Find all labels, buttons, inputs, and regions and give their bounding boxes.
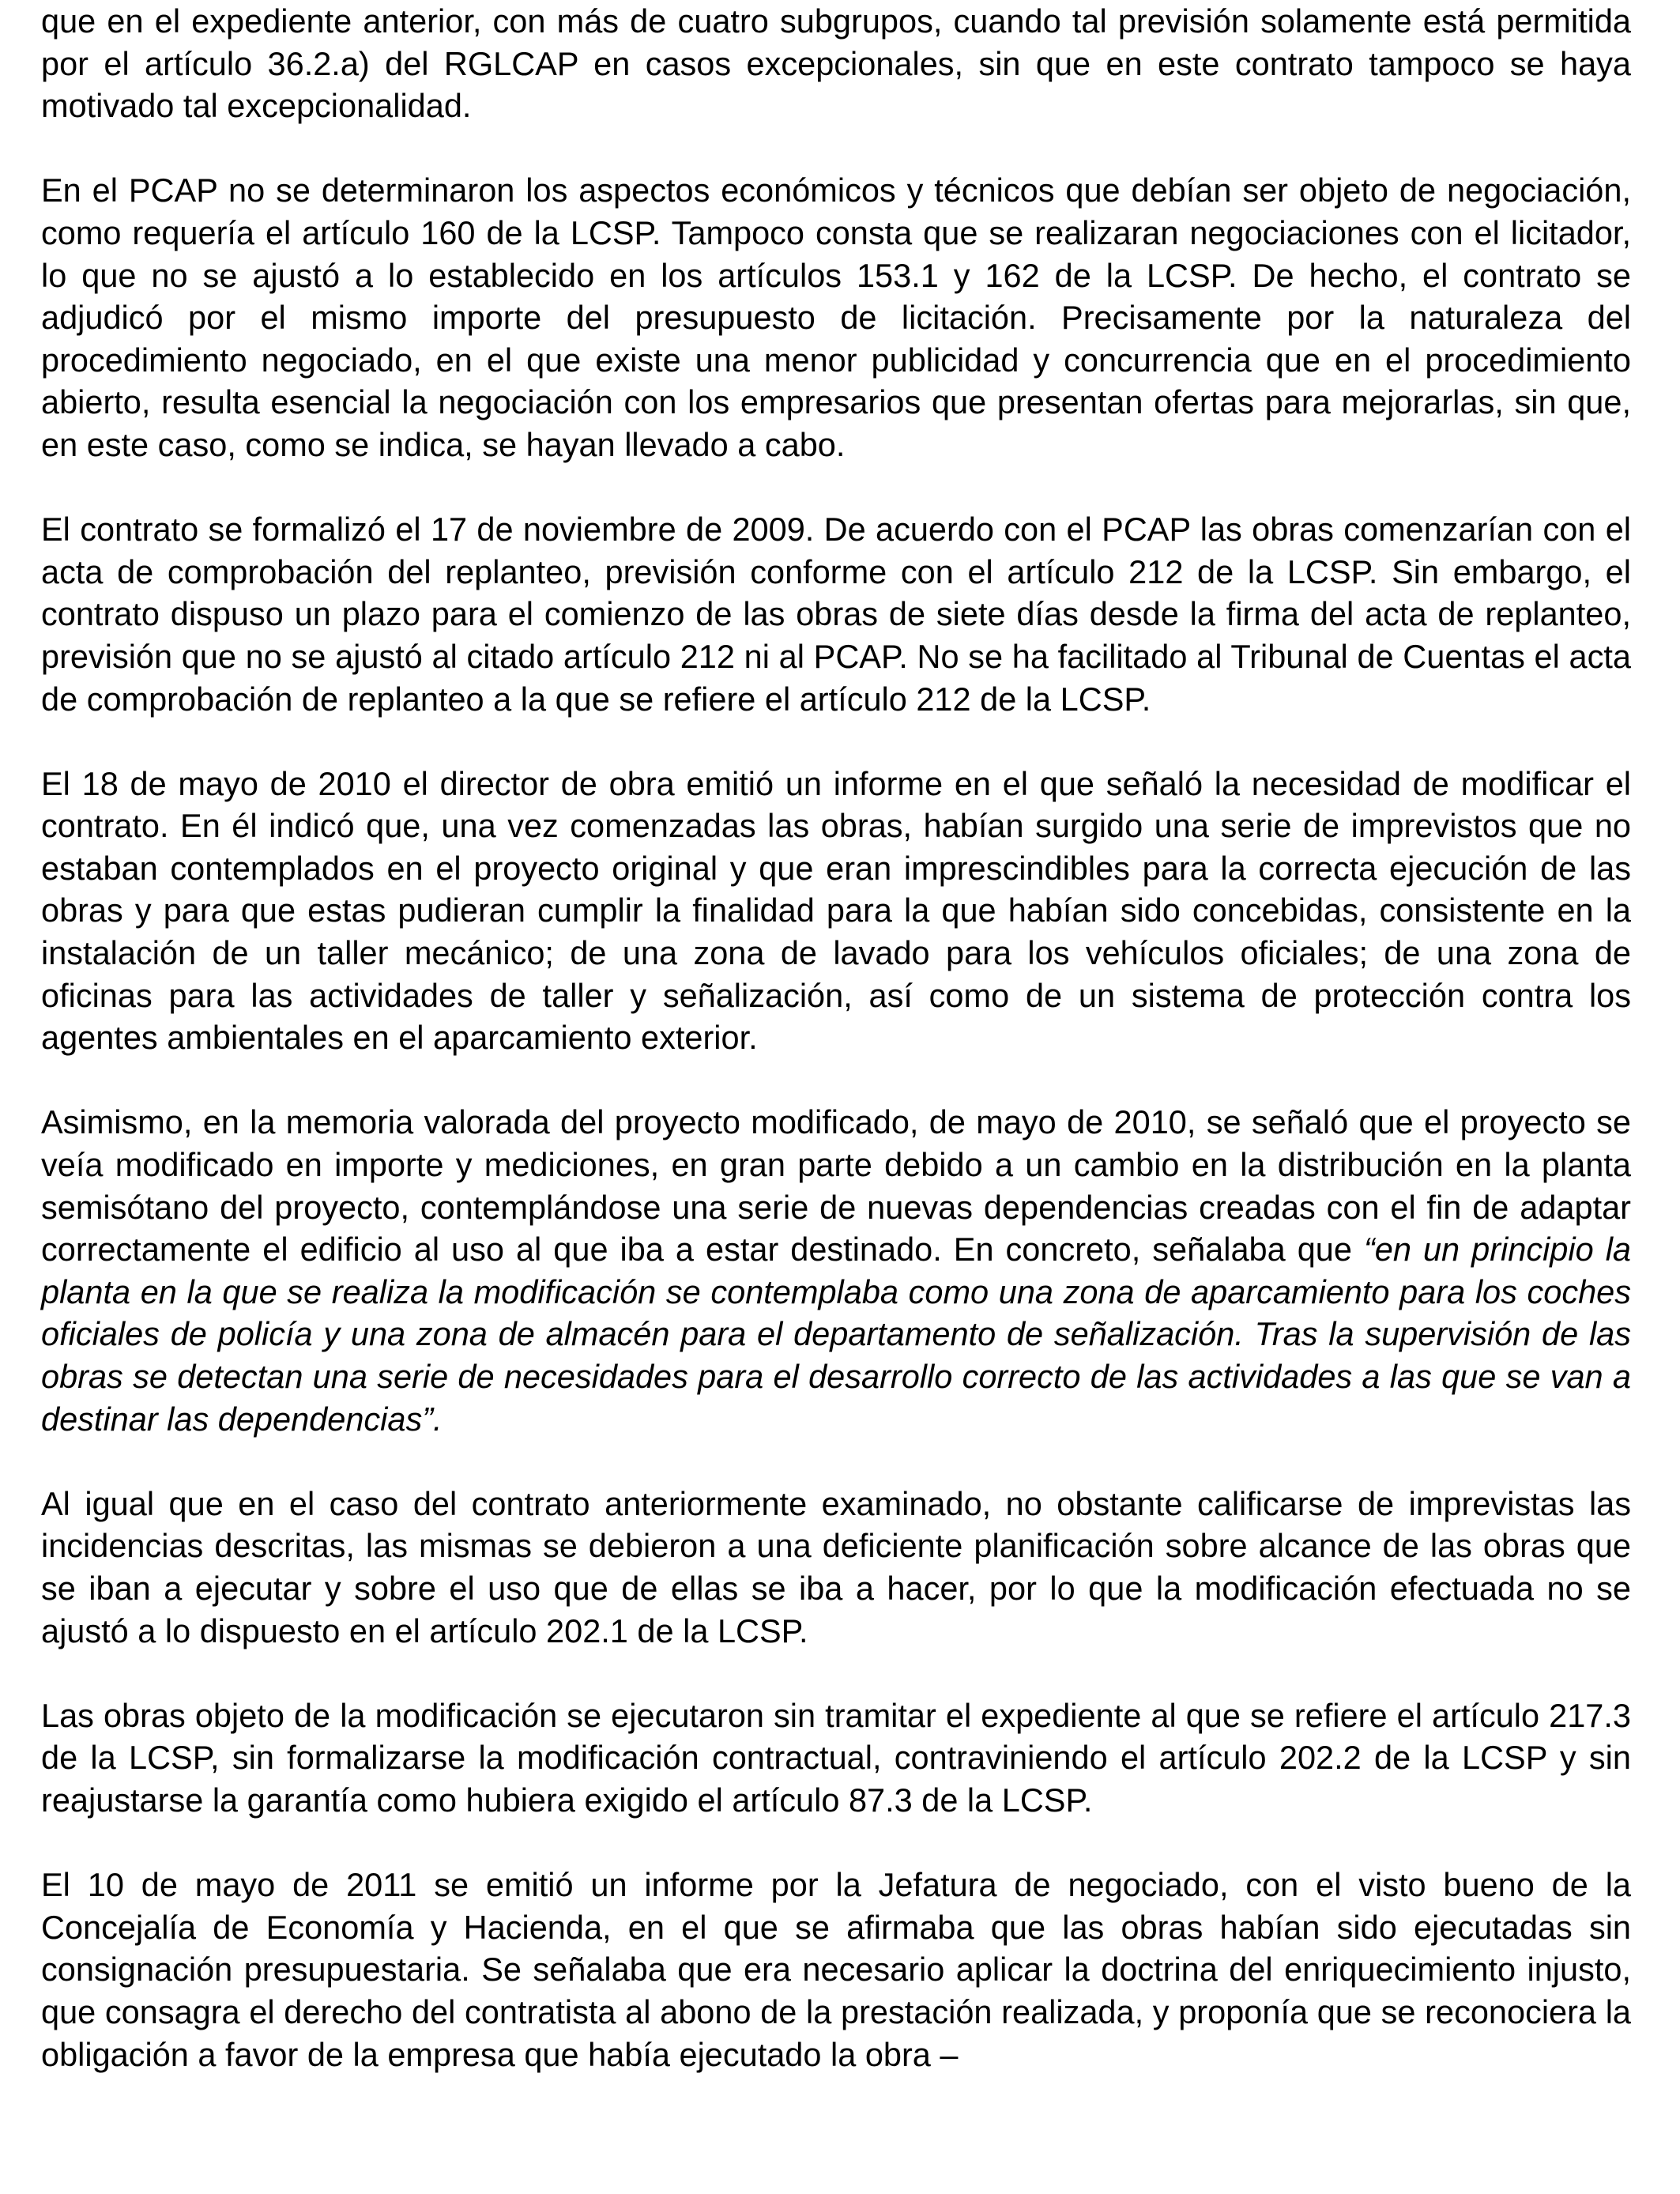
paragraph-text: El 18 de mayo de 2010 el director de obra emitió un informe en el que señaló la necesidad de modificar el contrato. En él indicó que, una vez comenzadas las obras, habían surgido una serie de imprevistos que no estaban contemplados en el proyecto original y que eran imprescindibles para la correcta ejecución de las obras y para que estas pudieran cumplir la finalidad para la que habían sido concebidas, consistente en la instalación de un taller mecánico; de una zona de lavado para los vehículos oficiales; de una zona de oficinas para las actividades de taller y señalización, así como de un sistema de protección contra los agentes ambientales en el aparcamiento exterior. (41, 764, 1631, 1057)
paragraph-text: Las obras objeto de la modificación se ejecutaron sin tramitar el expediente al que se refiere el artículo 217.3 de la LCSP, sin formalizarse la modificación contractual, contraviniendo el artículo 202.2 de la LCSP y sin reajustarse la garantía como hubiera exigido el artículo 87.3 de la LCSP. (41, 1696, 1631, 1819)
paragraph (41, 169, 1631, 466)
document-page (41, 0, 1631, 2194)
paragraph (41, 508, 1631, 720)
paragraph (41, 0, 1631, 127)
paragraph (41, 1864, 1631, 2075)
paragraph (41, 1483, 1631, 1652)
paragraph-text: El 10 de mayo de 2011 se emitió un informe por la Jefatura de negociado, con el visto bueno de la Concejalía de Economía y Hacienda, en el que se afirmaba que las obras habían sido ejecutadas sin consignación presupuestaria. Se señalaba que era necesario aplicar la doctrina del enriquecimiento injusto, que consagra el derecho del contratista al abono de la prestación realizada, y proponía que se reconociera la obligación a favor de la empresa que había ejecutado la obra – (41, 1866, 1631, 2073)
paragraph-text: Asimismo, en la memoria valorada del proyecto modificado, de mayo de 2010, se señaló que el proyecto se veía modificado en importe y mediciones, en gran parte debido a un cambio en la distribución en la planta semisótano del proyecto, contemplándose una serie de nuevas dependencias creadas con el fin de adaptar correctamente el edificio al uso al que iba a estar destinado. En concreto, señalaba que (41, 1103, 1631, 1269)
paragraph-text: Al igual que en el caso del contrato anteriormente examinado, no obstante calificarse de imprevistas las incidencias descritas, las mismas se debieron a una deficiente planificación sobre alcance de las obras que se iban a ejecutar y sobre el uso que de ellas se iba a hacer, por lo que la modificación efectuada no se ajustó a lo dispuesto en el artículo 202.1 de la LCSP. (41, 1484, 1631, 1649)
paragraph-text: que en el expediente anterior, con más de cuatro subgrupos, cuando tal previsión solamente está permitida por el artículo 36.2.a) del RGLCAP en casos excepcionales, sin que en este contrato tampoco se haya motivado tal excepcionalidad. (41, 2, 1631, 125)
paragraph-text: El contrato se formalizó el 17 de noviembre de 2009. De acuerdo con el PCAP las obras comenzarían con el acta de comprobación del replanteo, previsión conforme con el artículo 212 de la LCSP. Sin embargo, el contrato dispuso un plazo para el comienzo de las obras de siete días desde la firma del acta de replanteo, previsión que no se ajustó al citado artículo 212 ni al PCAP. No se ha facilitado al Tribunal de Cuentas el acta de comprobación de replanteo a la que se refiere el artículo 212 de la LCSP. (41, 511, 1631, 718)
quoted-text: “en un principio la planta en la que se realiza la modificación se contemplaba como una zona de aparcamiento para los coches oficiales de policía y una zona de almacén para el departamento de señalización. Tras la supervisión de las obras se detectan una serie de necesidades para el desarrollo correcto de las actividades a las que se van a destinar las dependencias”. (41, 1231, 1631, 1438)
paragraph (41, 763, 1631, 1059)
paragraph (41, 1101, 1631, 1440)
paragraph-text: En el PCAP no se determinaron los aspectos económicos y técnicos que debían ser objeto de negociación, como requería el artículo 160 de la LCSP. Tampoco consta que se realizaran negociaciones con el licitador, lo que no se ajustó a lo establecido en los artículos 153.1 y 162 de la LCSP. De hecho, el contrato se adjudicó por el mismo importe del presupuesto de licitación. Precisamente por la naturaleza del procedimiento negociado, en el que existe una menor publicidad y concurrencia que en el procedimiento abierto, resulta esencial la negociación con los empresarios que presentan ofertas para mejorarlas, sin que, en este caso, como se indica, se hayan llevado a cabo. (41, 172, 1631, 463)
paragraph (41, 1695, 1631, 1822)
